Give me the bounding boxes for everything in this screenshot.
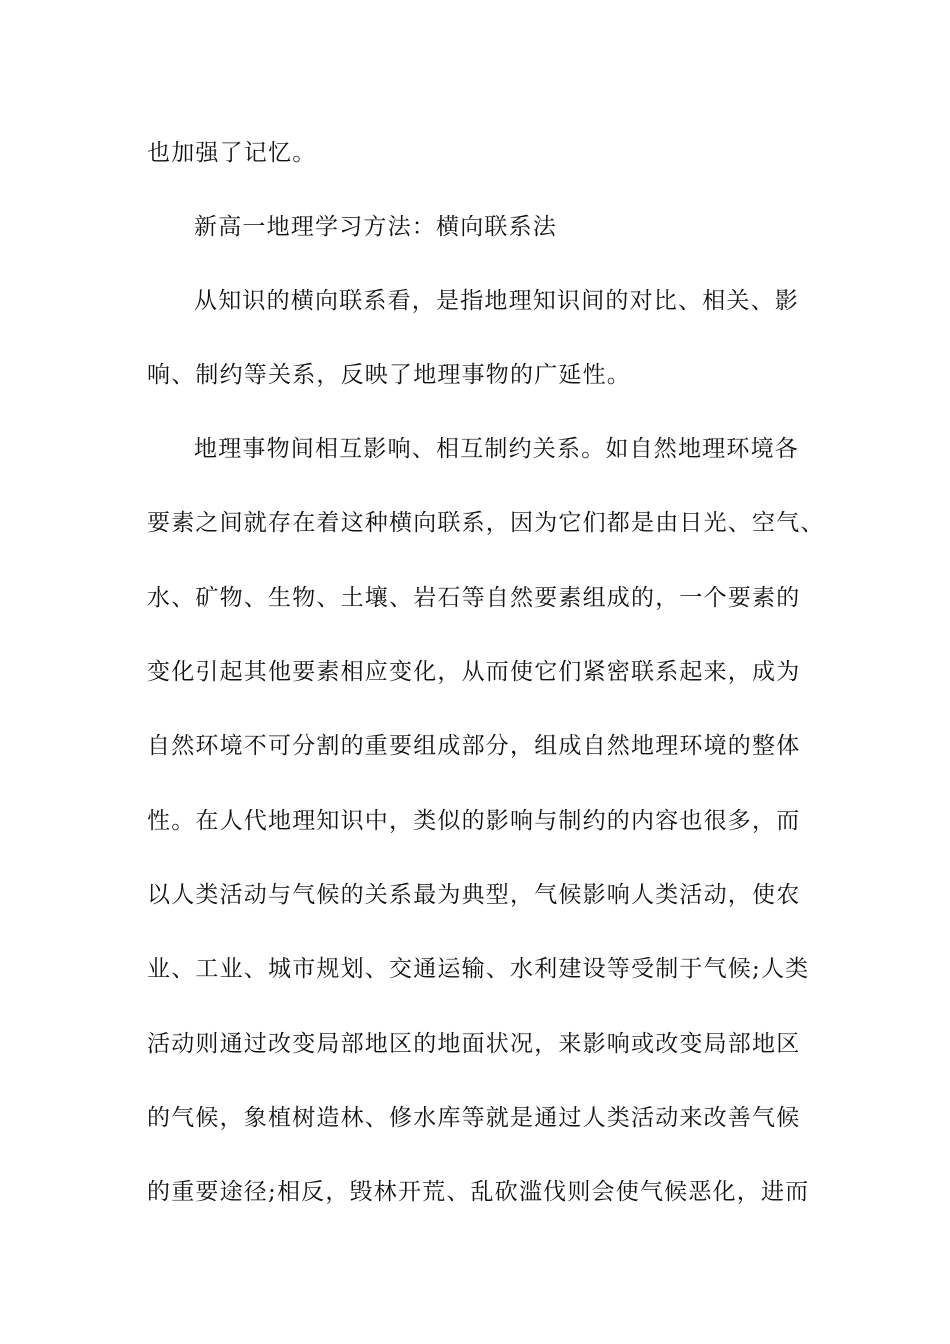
text-line-1: 也加强了记忆。 <box>147 140 317 166</box>
text-line-13: 活动则通过改变局部地区的地面状况，来影响或改变局部地区 <box>147 1031 801 1057</box>
text-line-15: 的重要途径;相反，毁林开荒、乱砍滥伐则会使气候恶化，进而 <box>147 1179 810 1205</box>
text-line-5: 地理事物间相互影响、相互制约关系。如自然地理环境各 <box>194 436 799 462</box>
text-line-9: 自然环境不可分割的重要组成部分，组成自然地理环境的整体 <box>147 733 801 759</box>
text-line-7: 水、矿物、生物、土壤、岩石等自然要素组成的，一个要素的 <box>147 585 801 611</box>
text-line-3: 从知识的横向联系看，是指地理知识间的对比、相关、影 <box>194 288 799 314</box>
text-line-4: 响、制约等关系，反映了地理事物的广延性。 <box>147 362 631 388</box>
text-line-11: 以人类活动与气候的关系最为典型，气候影响人类活动，使农 <box>147 882 801 908</box>
text-line-8: 变化引起其他要素相应变化，从而使它们紧密联系起来，成为 <box>147 659 801 685</box>
section-heading: 新高一地理学习方法：横向联系法 <box>194 214 557 240</box>
text-line-6: 要素之间就存在着这种横向联系，因为它们都是由日光、空气、 <box>147 510 825 536</box>
text-line-14: 的气候，象植树造林、修水库等就是通过人类活动来改善气候 <box>147 1105 801 1131</box>
text-line-10: 性。在人代地理知识中，类似的影响与制约的内容也很多，而 <box>147 808 801 834</box>
text-line-12: 业、工业、城市规划、交通运输、水利建设等受制于气候;人类 <box>147 956 810 982</box>
